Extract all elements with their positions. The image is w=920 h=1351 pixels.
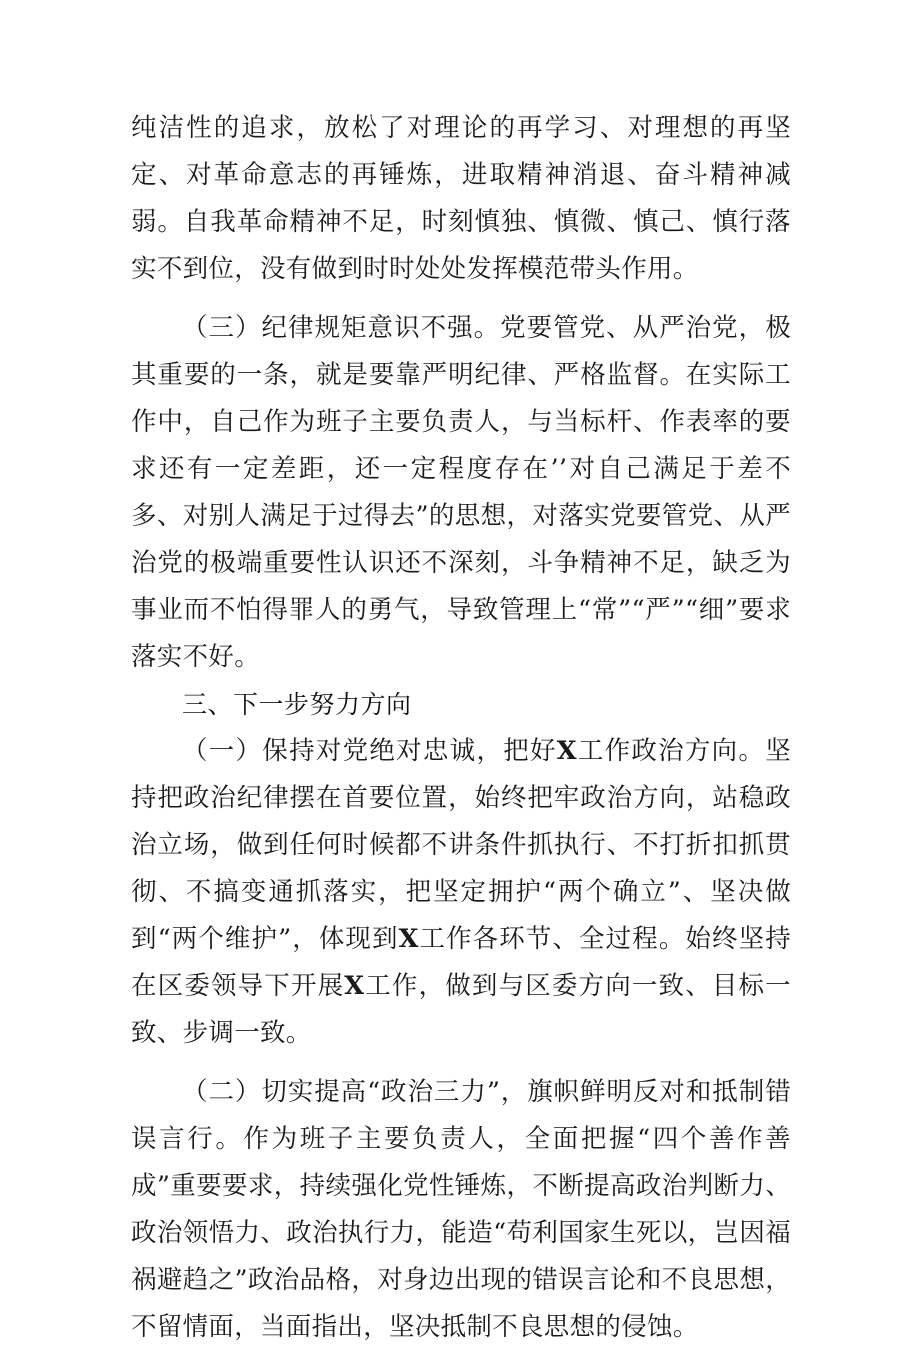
paragraph-continuation: 纯洁性的追求，放松了对理论的再学习、对理想的再坚定、对革命意志的再锤炼，进取精神消退、奋斗精神减弱。自我革命精神不足，时刻慎独、慎微、慎己、慎行落实不到位，没有做到时时处处发挥模范带头作用。	[131, 113, 791, 284]
document-body	[131, 105, 791, 1351]
paragraph-text-segment: 工作，做到与区委方向一致、目标一致、步调一致。	[131, 971, 791, 1048]
placeholder-x-mark: X	[344, 971, 365, 1001]
placeholder-x-mark: X	[398, 924, 419, 954]
paragraph-political-capacity: （二）切实提高“政治三力”，旗帜鲜明反对和抵制错误言行。作为班子主要负责人，全面把握“四个善作善成”重要要求，持续强化党性锤炼，不断提高政治判断力、政治领悟力、政治执行力，能造“苟利国家生死以，岂因福祸避趋之”政治品格，对身边出现的错误言论和不良思想，不留情面，当面指出，坚决抵制不良思想的侵蚀。	[131, 1077, 791, 1342]
section-heading-next-steps: 三、下一步努力方向	[182, 690, 412, 719]
paragraph-discipline-awareness: （三）纪律规矩意识不强。党要管党、从严治党，极其重要的一条，就是要靠严明纪律、严格监督。在实际工作中，自己作为班子主要负责人，与当标杆、作表率的要求还有一定差距，还一定程度存在’’对自己满足于差不多、对别人满足于过得去”的思想，对落实党要管党、从严治党的极端重要性认识还不深刻，斗争精神不足，缺乏为事业而不怕得罪人的勇气，导致管理上“常”“严”“细”要求落实不好。	[131, 313, 791, 672]
paragraph-text-segment: 工作政治方向。坚持把政治纪律摆在首要位置，始终把牢政治方向，站稳政治立场，做到任何时候都不讲条件抓执行、不打折扣抓贯彻、不搞变通抓落实，把坚定拥护“两个确立”、坚决做到“两个维护”，体现到	[131, 736, 792, 954]
paragraph-text-segment: （一）保持对党绝对忠诚，把好	[182, 736, 557, 766]
placeholder-x-mark: X	[556, 736, 577, 766]
paragraph-loyalty-to-party	[131, 728, 791, 1057]
paragraph-text-segment: 工作各环节、全过程。始终坚持在区委领导下开展	[131, 924, 792, 1001]
